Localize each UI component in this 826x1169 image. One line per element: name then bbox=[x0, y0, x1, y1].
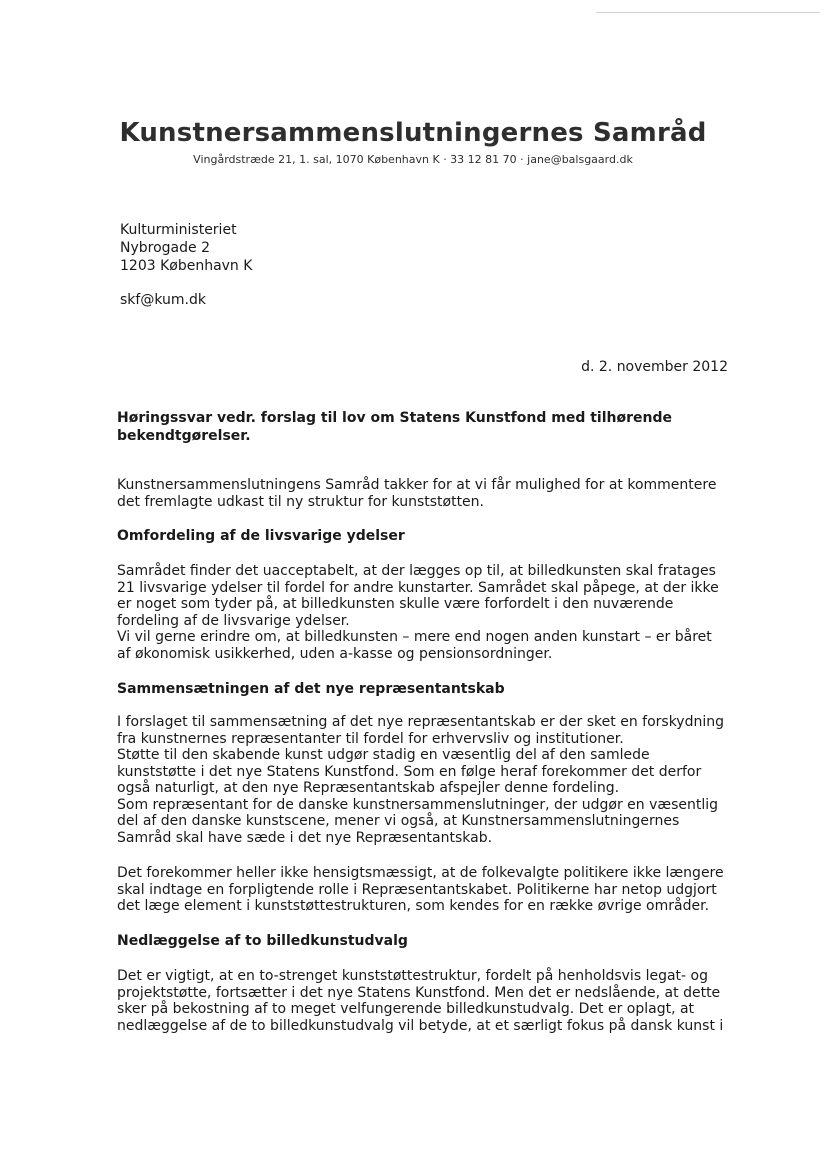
paragraph-line: det fremlagte udkast til ny struktur for kunststøtten. bbox=[117, 493, 484, 510]
section-paragraph bbox=[117, 865, 724, 915]
paragraph-line: Kunstnersammenslutningens Samråd takker for at vi får mulighed for at kommentere bbox=[117, 477, 717, 493]
recipient-block bbox=[120, 221, 252, 309]
paragraph-line: Samråd skal have sæde i det nye Repræsentantskab. bbox=[117, 829, 493, 846]
paragraph-line: fra kunstnernes repræsentanter til fordel for erhvervsliv og institutioner. bbox=[117, 730, 624, 747]
paragraph-line: fordeling af de livsvarige ydelser. bbox=[117, 612, 350, 629]
letterhead-address: Vingårdstræde 21, 1. sal, 1070 København K · 33 12 81 70 · jane@balsgaard.dk bbox=[193, 153, 633, 166]
recipient-city: 1203 København K bbox=[120, 258, 253, 274]
paragraph-line: Det forekommer heller ikke hensigtsmæssigt, at de folkevalgte politikere ikke længere bbox=[117, 865, 724, 881]
recipient-street: Nybrogade 2 bbox=[120, 240, 210, 256]
section-heading: Sammensætningen af det nye repræsentantskab bbox=[117, 681, 505, 697]
paragraph-line: Det er vigtigt, at en to-strenget kunststøttestruktur, fordelt på henholdsvis legat- og bbox=[117, 968, 708, 984]
paragraph-line: del af den danske kunstscene, mener vi også, at Kunstnersammenslutningernes bbox=[117, 813, 680, 829]
paragraph-line: er noget som tyder på, at billedkunsten skulle være forfordelt i den nuværende bbox=[117, 596, 674, 612]
intro-paragraph bbox=[117, 477, 716, 510]
letter-subject: Høringssvar vedr. forslag til lov om Statens Kunstfond med tilhørende bekendtgørelser. bbox=[117, 410, 672, 444]
paragraph-line: nedlæggelse af de to billedkunstudvalg vil betyde, at et særligt fokus på dansk kunst i bbox=[117, 1017, 724, 1034]
paragraph-line: projektstøtte, fortsætter i det nye Statens Kunstfond. Men det er nedslående, at dette bbox=[117, 984, 721, 1001]
section-paragraph bbox=[117, 714, 724, 846]
paragraph-line: også naturligt, at den nye Repræsentantskab afspejler denne fordeling. bbox=[117, 780, 620, 796]
paragraph-line: skal indtage en forpligtende rolle i Repræsentantskabet. Politikerne har netop udgjort bbox=[117, 881, 717, 898]
paragraph-line: sker på bekostning af to meget velfungerende billedkunstudvalg. Det er oplagt, at bbox=[117, 1001, 695, 1017]
paragraph-line: I forslaget til sammensætning af det nye repræsentantskab er der sket en forskydning bbox=[117, 714, 725, 730]
paragraph-line: Vi vil gerne erindre om, at billedkunsten – mere end nogen anden kunstart – er båret bbox=[117, 629, 712, 645]
paragraph-line: kunststøtte i det nye Statens Kunstfond. Som en følge heraf forekommer det derfor bbox=[117, 763, 702, 780]
letter-date: d. 2. november 2012 bbox=[581, 359, 728, 375]
paragraph-line: Som repræsentant for de danske kunstnersammenslutninger, der udgør en væsentlig bbox=[117, 796, 719, 813]
recipient-name: Kulturministeriet bbox=[120, 222, 237, 238]
paragraph-line: Samrådet finder det uacceptabelt, at der lægges op til, at billedkunsten skal fratages bbox=[117, 563, 716, 579]
scan-edge-line bbox=[596, 12, 820, 13]
section-paragraph bbox=[117, 968, 723, 1034]
letterhead-org-name: Kunstnersammenslutningernes Samråd bbox=[119, 118, 707, 148]
section-paragraph bbox=[117, 563, 719, 662]
section-heading: Omfordeling af de livsvarige ydelser bbox=[117, 528, 405, 544]
paragraph-line: af økonomisk usikkerhed, uden a-kasse og pensionsordninger. bbox=[117, 645, 553, 662]
paragraph-line: Støtte til den skabende kunst udgør stadig en væsentlig del af den samlede bbox=[117, 747, 650, 763]
paragraph-line: 21 livsvarige ydelser til fordel for andre kunstarter. Samrådet skal påpege, at der ikke bbox=[117, 579, 719, 596]
paragraph-line: det læge element i kunststøttestrukturen, som kendes for en række øvrige områder. bbox=[117, 898, 710, 914]
recipient-email: skf@kum.dk bbox=[120, 292, 206, 308]
section-heading: Nedlæggelse af to billedkunstudvalg bbox=[117, 933, 408, 949]
